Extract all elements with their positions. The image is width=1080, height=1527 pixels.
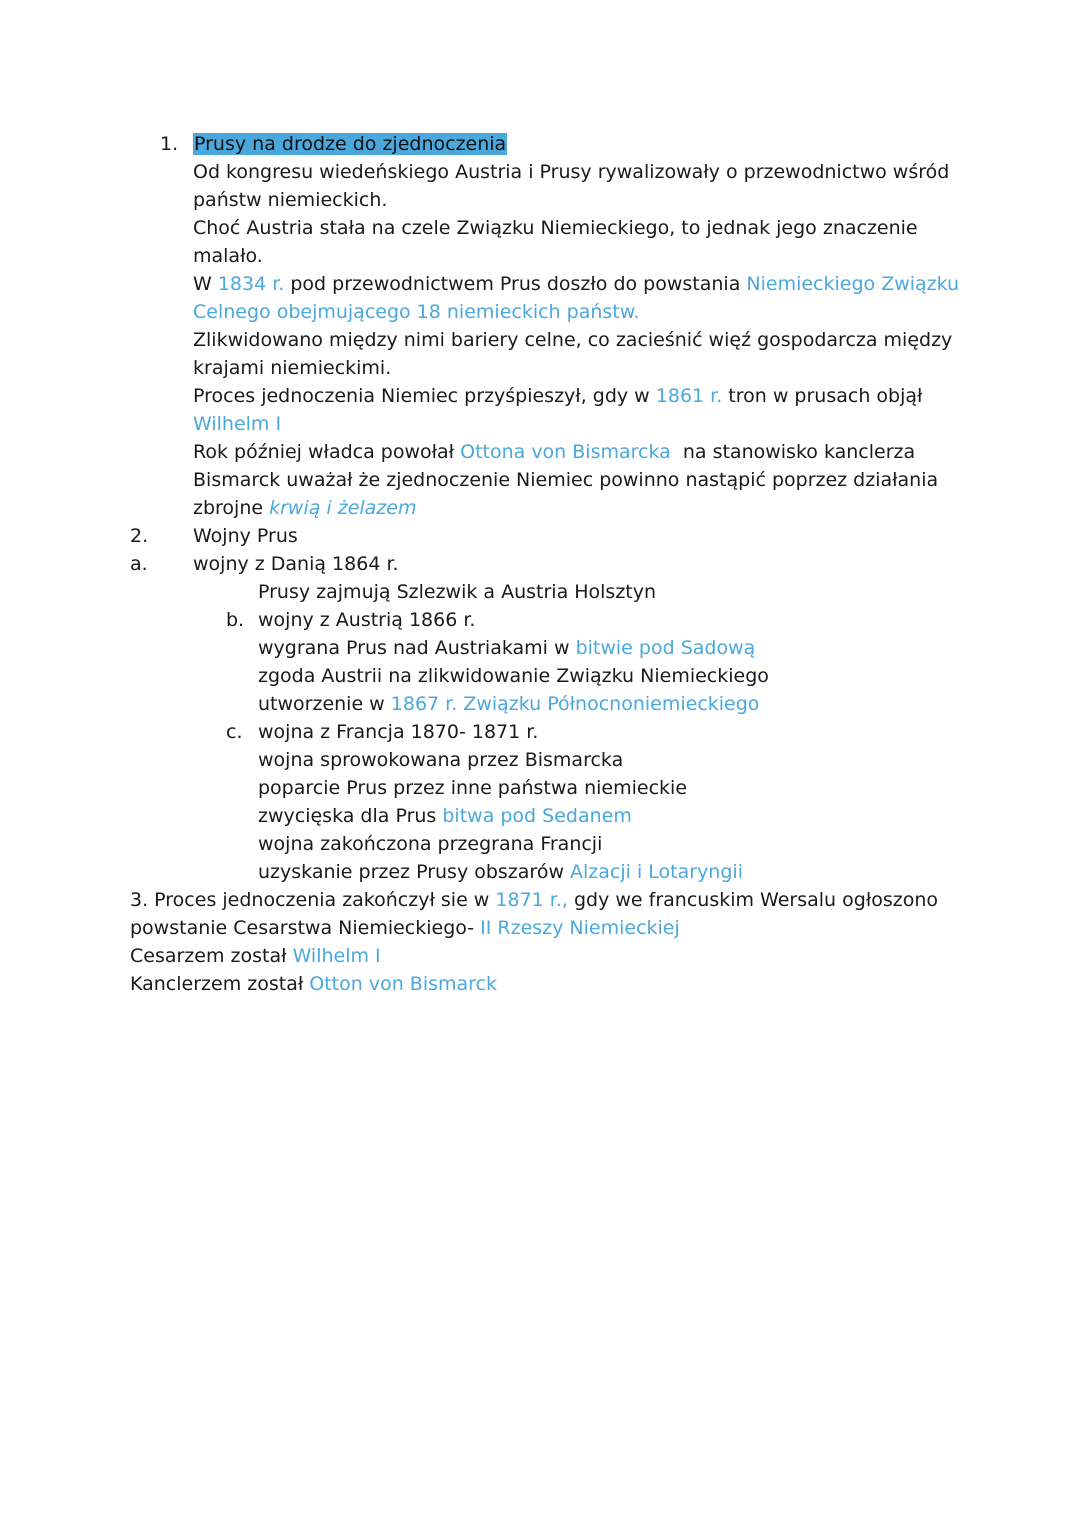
text: wygrana Prus nad Austriakami w [258,637,576,659]
list-label-c: c. [226,721,243,743]
list-item [258,802,632,830]
year-1861: 1861 r. [655,385,723,407]
section-1-number: 1. [160,133,179,155]
section-3-line [130,886,938,914]
text: uzyskanie przez Prusy obszarów [258,861,571,883]
battle-sadowa: bitwie pod Sadową [575,637,756,659]
blood-and-iron-quote: krwią i żelazem [269,497,417,519]
war-austria-title: wojny z Austrią 1866 r. [258,609,476,631]
paragraph-line [193,382,922,410]
list-label-b: b. [226,609,245,631]
king-name: Wilhelm I [193,413,282,435]
paragraph-line: krajami niemieckimi. [193,357,392,379]
text: W [193,273,218,295]
section-1-title-text: Prusy na drodze do zjednoczenia [194,133,507,155]
paragraph-line: malało. [193,245,263,267]
paragraph-line: Zlikwidowano między nimi bariery celne, co zacieśnić więź gospodarcza między [193,329,953,351]
text: zbrojne [193,497,270,519]
text: powstanie Cesarstwa Niemieckiego- [130,917,481,939]
list-label-a: a. [130,553,148,575]
text: Kanclerzem został [130,973,310,995]
list-item: wojna sprowokowana przez Bismarcka [258,749,624,771]
list-item [258,634,755,662]
north-german-confederation: 1867 r. Związku Północnoniemieckiego [390,693,760,715]
paragraph-line: Choć Austria stała na czele Związku Niemieckiego, to jednak jego znaczenie [193,217,918,239]
paragraph-line: Od kongresu wiedeńskiego Austria i Prusy rywalizowały o przewodnictwo wśród [193,161,950,183]
paragraph-line [193,270,959,298]
customs-union-name: Niemieckiego Związku [746,273,960,295]
text: zwycięska dla Prus [258,805,443,827]
bismarck-name: Ottona von Bismarcka [460,441,671,463]
alsace-lorraine: Alzacji i Lotaryngii [570,861,743,883]
war-france-title: wojna z Francja 1870- 1871 r. [258,721,539,743]
text: Cesarzem został [130,945,293,967]
list-item [258,690,759,718]
paragraph-line [193,494,417,522]
chancellor-name: Otton von Bismarck [309,973,497,995]
text: pod przewodnictwem Prus doszło do powstania [284,273,747,295]
paragraph-line: Bismarck uważał że zjednoczenie Niemiec powinno nastąpić poprzez działania [193,469,939,491]
section-3-line [130,914,680,942]
section-1-title [193,130,507,158]
list-item: Prusy zajmują Szlezwik a Austria Holsztyn [258,581,657,603]
list-item: wojna zakończona przegrana Francji [258,833,603,855]
text: tron w prusach objął [722,385,923,407]
second-reich: II Rzeszy Niemieckiej [480,917,680,939]
text: na stanowisko kanclerza [670,441,916,463]
paragraph-line [193,438,915,466]
list-item: poparcie Prus przez inne państwa niemieckie [258,777,688,799]
battle-sedan: bitwa pod Sedanem [442,805,632,827]
text: Rok później władca powołał [193,441,461,463]
section-2-title: Wojny Prus [193,525,298,547]
customs-union-name-cont: Celnego obejmującego 18 niemieckich państw. [193,301,640,323]
list-item [258,858,743,886]
war-denmark-title: wojny z Danią 1864 r. [193,553,399,575]
text: utworzenie w [258,693,391,715]
text: 3. Proces jednoczenia zakończył sie w [130,889,496,911]
list-item: zgoda Austrii na zlikwidowanie Związku Niemieckiego [258,665,769,687]
section-2-number: 2. [130,525,149,547]
year-1871: 1871 r., [495,889,568,911]
emperor-name: Wilhelm I [292,945,381,967]
text: Proces jednoczenia Niemiec przyśpieszył, gdy w [193,385,656,407]
section-3-line [130,942,381,970]
year-1834: 1834 r. [217,273,285,295]
paragraph-line: państw niemieckich. [193,189,388,211]
text: gdy we francuskim Wersalu ogłoszono [567,889,939,911]
section-3-line [130,970,497,998]
